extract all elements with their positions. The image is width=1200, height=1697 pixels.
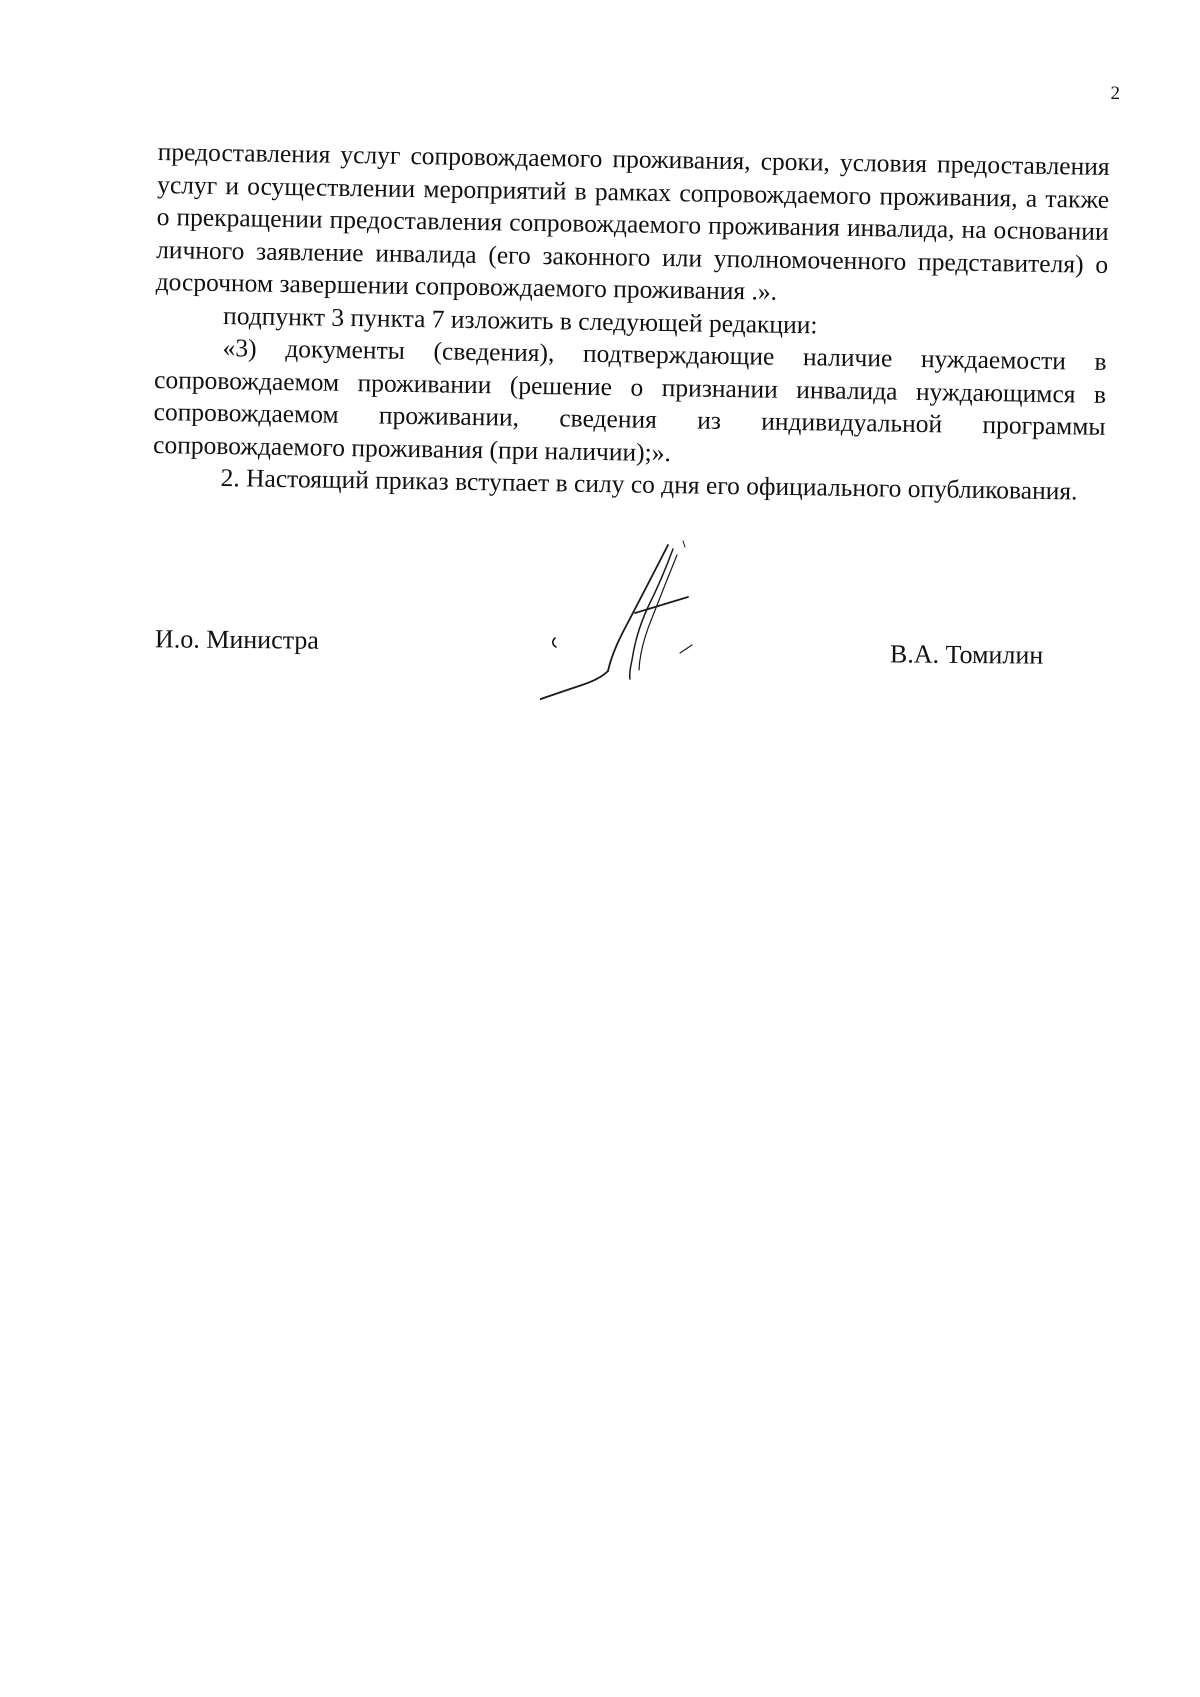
paragraph-effective-date: 2. Настоящий приказ вступает в силу со дня его официального опубликования. — [220, 463, 1078, 506]
paragraph-continuation: предоставления услуг сопровождаемого проживания, сроки, условия предоставления услуг и осуществлении мероприятий в рамках сопровождаемого проживания, а также о прекращении предоставления сопровождаемого проживания инвалида, на основании личного заявление инвалида (его законного или уполномоченного представителя) о досрочном завершении сопровождаемого проживания .». — [155, 136, 1110, 306]
signatory-name: В.А. Томилин — [889, 639, 1044, 670]
paragraph-subclause-instruction: подпункт 3 пункта 7 изложить в следующей редакции: — [222, 300, 818, 339]
page-number: 2 — [1110, 83, 1120, 104]
signatory-role: И.о. Министра — [154, 624, 320, 655]
handwritten-signature — [540, 535, 740, 735]
paragraph-subclause-text: «3) документы (сведения), подтверждающие наличие нуждаемости в сопровождаемом проживании (решение о признании инвалида нуждающимся в сопровождаемом проживании, сведения из индивидуальной программы сопровождаемого проживания (при наличии);». — [152, 333, 1107, 467]
signature-block — [0, 0, 1200, 800]
